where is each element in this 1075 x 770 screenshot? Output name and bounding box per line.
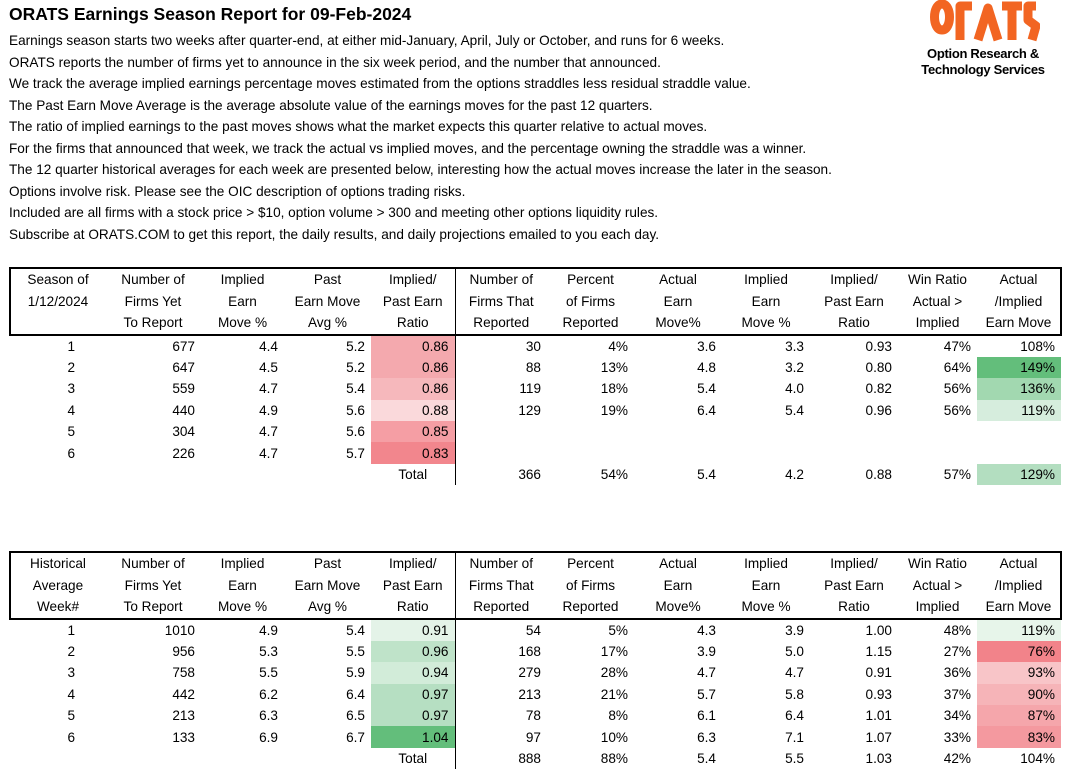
table-cell: 47% [943, 338, 971, 354]
column-header [547, 268, 634, 335]
table-cell: 56% [943, 381, 971, 397]
table-cell: 758 [172, 665, 195, 681]
column-header-line: Ratio [838, 315, 870, 330]
table-cell: 28% [600, 665, 628, 681]
report-notes [9, 30, 832, 245]
table-cell: 36% [943, 665, 971, 681]
table-cell: 4.7 [697, 665, 716, 681]
column-header [547, 552, 634, 619]
table-cell: 27% [943, 644, 971, 660]
table-row [10, 335, 1061, 357]
column-header-line: of Firms [565, 577, 616, 593]
table-cell: 647 [172, 360, 195, 376]
orats-logo-mark [928, 0, 1040, 44]
column-header-line: Move % [217, 599, 268, 614]
total-cell [201, 464, 284, 485]
table-cell: 0.85 [371, 421, 455, 442]
column-header-line: Past [313, 272, 342, 287]
table-cell: 149% [977, 357, 1061, 378]
table-cell: 5.6 [346, 424, 365, 440]
table-cell: 6.2 [259, 686, 278, 702]
table-cell: 4.9 [259, 402, 278, 418]
note-line: Options involve risk. Please see the OIC description of options trading risks. [9, 183, 466, 199]
column-header [634, 268, 722, 335]
column-header-line: Percent [567, 556, 614, 571]
column-header-line: Actual > [912, 577, 963, 593]
table-cell: 5.2 [346, 338, 365, 354]
table-row [10, 442, 1061, 463]
table-cell: 54 [455, 619, 547, 641]
table-cell: 1 [67, 338, 75, 354]
column-header-line: Implied/ [388, 272, 437, 287]
column-header-line: Earn [751, 293, 781, 309]
column-header-line: Avg % [307, 599, 348, 614]
total-cell: 5.4 [697, 467, 716, 483]
total-cell [10, 748, 105, 769]
table-cell: 304 [172, 424, 195, 440]
column-header-line: Firms Yet [124, 293, 182, 309]
table-cell [547, 421, 634, 442]
table-cell: 6.4 [785, 708, 804, 724]
column-header-line: Earn Move [294, 577, 361, 593]
table-cell: 34% [943, 708, 971, 724]
table-cell: 4.8 [697, 360, 716, 376]
table-cell: 6.9 [259, 729, 278, 745]
table-cell: 5.4 [346, 622, 365, 638]
table-cell: 0.86 [371, 378, 455, 399]
column-header-line: Implied/ [388, 556, 437, 571]
column-header-line: Implied [915, 315, 960, 330]
table-cell: 5 [67, 424, 75, 440]
table-cell: 442 [172, 686, 195, 702]
total-cell [201, 748, 284, 769]
table-cell: 213 [455, 684, 547, 705]
table-cell: 93% [977, 662, 1061, 683]
table-cell [634, 442, 722, 463]
table-cell: 5.5 [346, 644, 365, 660]
column-header-line: Earn [751, 577, 781, 593]
column-header-line: Actual [659, 272, 697, 287]
column-header-line: Win Ratio [908, 272, 967, 287]
column-header-line: Implied [915, 599, 960, 614]
table-cell [455, 442, 547, 463]
table-cell: 21% [600, 686, 628, 702]
table-cell: 129 [455, 400, 547, 421]
historical-table [9, 551, 1062, 769]
column-header [284, 268, 371, 335]
total-cell: 5.4 [697, 751, 716, 767]
table-cell: 6.1 [697, 708, 716, 724]
column-header [201, 268, 284, 335]
total-cell [105, 748, 201, 769]
table-cell: 4.0 [785, 381, 804, 397]
total-cell: 129% [977, 464, 1061, 485]
column-header [105, 268, 201, 335]
total-cell: 0.88 [865, 467, 892, 483]
column-header-line: Earn [228, 577, 257, 593]
header-row [10, 268, 1061, 335]
table-cell: 0.91 [371, 619, 455, 641]
table-cell: 10% [600, 729, 628, 745]
table-cell: 33% [943, 729, 971, 745]
table-row [10, 662, 1061, 683]
column-header [371, 268, 455, 335]
column-header-line: Number of [121, 272, 185, 287]
table-cell: 6 [67, 729, 75, 745]
column-header-line: Earn [663, 293, 693, 309]
table-cell: 0.94 [371, 662, 455, 683]
table-cell: 76% [977, 641, 1061, 662]
table-cell: 6.4 [346, 686, 365, 702]
table-cell: 4% [608, 338, 628, 354]
table-cell: 6.7 [346, 729, 365, 745]
table-cell: 168 [455, 641, 547, 662]
total-cell: 57% [943, 467, 971, 483]
season-table [9, 267, 1062, 485]
column-header-line: Number of [469, 272, 533, 287]
column-header-line: Move % [741, 315, 791, 330]
table-cell: 5.2 [346, 360, 365, 376]
column-header [105, 552, 201, 619]
note-line: ORATS reports the number of firms yet to announce in the six week period, and the number that announced. [9, 54, 661, 70]
column-header [10, 268, 105, 335]
table-cell: 5.4 [697, 381, 716, 397]
table-row [10, 400, 1061, 421]
total-cell: 88% [600, 751, 628, 767]
logo-caption-line: Option Research & [927, 46, 1039, 61]
column-header-line [13, 312, 103, 334]
column-header-line: Past Earn [382, 293, 443, 309]
note-line: We track the average implied earnings percentage moves estimated from the options straddles less residual straddle value. [9, 76, 751, 91]
table-cell: 0.86 [371, 357, 455, 378]
table-cell: 5.4 [346, 381, 365, 397]
column-header-line: Firms That [468, 293, 534, 309]
column-header [284, 552, 371, 619]
column-header-line: Earn [228, 293, 257, 309]
column-header-line: Reported [562, 599, 619, 614]
table-cell: 13% [600, 360, 628, 376]
note-line: The ratio of implied earnings to the past moves shows what the market expects this quarter relative to actual moves. [9, 119, 708, 134]
table-cell: 559 [172, 381, 195, 397]
column-header-line: Actual [999, 556, 1038, 571]
table-cell: 64% [943, 360, 971, 376]
table-cell: 5.7 [346, 445, 365, 461]
column-header-line: /Implied [994, 577, 1043, 593]
table-cell: 4.7 [259, 381, 278, 397]
table-cell: 5% [608, 622, 628, 638]
table-cell: 108% [1020, 338, 1055, 354]
column-header-line: Avg % [307, 315, 348, 330]
column-header [455, 552, 547, 619]
table-cell: 119 [455, 378, 547, 399]
table-cell: 0.83 [371, 442, 455, 463]
table-cell: 1.00 [865, 622, 892, 638]
table-row [10, 378, 1061, 399]
column-header-line: Ratio [396, 599, 429, 614]
column-header-line: Implied [220, 556, 265, 571]
table-cell: 0.93 [865, 338, 892, 354]
total-cell: 54% [600, 467, 628, 483]
column-header-line: Earn Move [294, 293, 361, 309]
table-cell: 133 [172, 729, 195, 745]
column-header [722, 268, 810, 335]
table-cell [898, 421, 977, 442]
table-row [10, 705, 1061, 726]
column-header [634, 552, 722, 619]
table-cell: 4.7 [259, 445, 278, 461]
column-header-line: Percent [567, 272, 614, 287]
total-cell [284, 464, 371, 485]
column-header-line: of Firms [565, 293, 616, 309]
column-header-line: Move % [741, 599, 791, 614]
table-cell: 0.86 [371, 335, 455, 357]
table-cell: 0.97 [371, 705, 455, 726]
table-row [10, 641, 1061, 662]
table-cell: 0.80 [865, 360, 892, 376]
logo-caption-line: Technology Services [921, 62, 1045, 77]
column-header-line: Implied/ [830, 556, 878, 571]
table-cell: 8% [608, 708, 628, 724]
table-cell: 4.4 [259, 338, 278, 354]
table-cell: 0.88 [371, 400, 455, 421]
table-cell: 6.4 [697, 402, 716, 418]
table-cell [810, 442, 898, 463]
column-header-line: /Implied [994, 293, 1043, 309]
column-header-line: Historical [30, 556, 86, 571]
column-header-line: Firms That [468, 577, 534, 593]
column-header-line: Actual [999, 272, 1038, 287]
column-header [371, 552, 455, 619]
table-cell: 4.9 [259, 622, 278, 638]
table-cell [722, 421, 810, 442]
table-cell: 213 [172, 708, 195, 724]
column-header-line: Past Earn [382, 577, 443, 593]
table-cell: 1.01 [865, 708, 892, 724]
table-cell: 7.1 [785, 729, 804, 745]
column-header-line: Earn Move [985, 315, 1052, 330]
table-cell: 226 [172, 445, 195, 461]
column-header [977, 552, 1061, 619]
column-header-line: Win Ratio [908, 556, 967, 571]
logo-caption [918, 46, 1048, 78]
column-header [898, 552, 977, 619]
table-cell [547, 442, 634, 463]
table-cell: 5 [67, 708, 75, 724]
table-row [10, 421, 1061, 442]
table-cell: 119% [977, 619, 1061, 641]
table-row [10, 357, 1061, 378]
orats-logo [918, 0, 1048, 80]
note-line: For the firms that announced that week, we track the actual vs implied moves, and the percentage owning the straddle was a winner. [9, 140, 807, 156]
column-header-line: Reported [562, 315, 619, 330]
table-cell: 956 [172, 644, 195, 660]
column-header [722, 552, 810, 619]
table-cell: 0.91 [865, 665, 892, 681]
note-line: The Past Earn Move Average is the average absolute value of the earnings moves for the past 12 quarters. [9, 97, 653, 113]
total-row [10, 464, 1061, 485]
header-row [10, 552, 1061, 619]
table-cell: 83% [977, 726, 1061, 747]
table-cell [634, 421, 722, 442]
table-cell: 5.4 [785, 402, 804, 418]
table-cell: 19% [600, 402, 628, 418]
total-row [10, 748, 1061, 769]
table-cell: 0.96 [371, 641, 455, 662]
total-cell: 1.03 [865, 751, 892, 767]
column-header-line: Ratio [838, 599, 870, 614]
table-cell: 440 [172, 402, 195, 418]
column-header-line: 1/12/2024 [27, 293, 89, 309]
table-row [10, 684, 1061, 705]
column-header [201, 552, 284, 619]
column-header-line: Average [32, 577, 84, 593]
column-header-line: To Report [123, 315, 183, 330]
table-cell: 17% [600, 644, 628, 660]
table-cell [810, 421, 898, 442]
column-header-line: Firms Yet [124, 577, 182, 593]
table-cell: 0.97 [371, 684, 455, 705]
report-title: ORATS Earnings Season Report for 09-Feb-2024 [9, 4, 412, 24]
table-cell: 97 [455, 726, 547, 747]
note-line: Earnings season starts two weeks after quarter-end, at either mid-January, April, July or October, and runs for 6 weeks. [9, 33, 725, 48]
table-cell: 3.2 [785, 360, 804, 376]
column-header-line: Implied [744, 556, 788, 571]
table-cell: 3.3 [785, 338, 804, 354]
table-cell: 5.5 [259, 665, 278, 681]
column-header-line: Actual [659, 556, 697, 571]
table-cell: 18% [600, 381, 628, 397]
table-cell: 5.0 [785, 644, 804, 660]
table-cell: 677 [172, 338, 195, 354]
table-cell: 0.96 [865, 402, 892, 418]
total-cell: 4.2 [785, 467, 804, 483]
table-row [10, 726, 1061, 747]
total-cell: 888 [455, 748, 547, 769]
table-cell [977, 421, 1061, 442]
column-header-line: Number of [121, 556, 185, 571]
table-cell: 1 [67, 622, 75, 638]
column-header-line: Implied [744, 272, 788, 287]
note-line: Subscribe at ORATS.COM to get this report, the daily results, and daily projections emailed to you each day. [9, 226, 660, 242]
column-header [810, 552, 898, 619]
table-cell: 1010 [164, 622, 195, 638]
table-cell: 279 [455, 662, 547, 683]
table-cell: 90% [977, 684, 1061, 705]
total-cell: Total [398, 751, 428, 767]
table-cell: 4.7 [785, 665, 804, 681]
table-cell: 136% [977, 378, 1061, 399]
table-cell: 4 [67, 686, 75, 702]
table-cell: 6.3 [259, 708, 278, 724]
total-cell [105, 464, 201, 485]
column-header [810, 268, 898, 335]
table-cell: 48% [943, 622, 971, 638]
column-header-line: Reported [473, 599, 530, 614]
table-cell: 88 [455, 357, 547, 378]
table-cell: 3.6 [697, 338, 716, 354]
column-header-line: Earn Move [985, 599, 1052, 614]
table-cell: 4.3 [697, 622, 716, 638]
column-header-line: Past Earn [824, 577, 884, 593]
column-header-line: Past Earn [824, 293, 884, 309]
column-header [455, 268, 547, 335]
table-cell: 4.7 [259, 424, 278, 440]
table-cell: 78 [455, 705, 547, 726]
table-cell: 2 [67, 644, 75, 660]
table-cell: 0.82 [865, 381, 892, 397]
table-cell: 6 [67, 445, 75, 461]
column-header-line: Ratio [396, 315, 429, 330]
table-cell: 2 [67, 360, 75, 376]
table-cell: 87% [977, 705, 1061, 726]
total-cell: 42% [943, 751, 971, 767]
column-header-line: Past [313, 556, 342, 571]
column-header-line: Move% [655, 599, 701, 614]
table-cell [455, 421, 547, 442]
total-cell: 366 [455, 464, 547, 485]
note-line: The 12 quarter historical averages for each week are presented below, interesting how the actual moves increase the later in the season. [9, 162, 832, 177]
column-header-line: Reported [473, 315, 530, 330]
total-cell [10, 464, 105, 485]
column-header-line: To Report [123, 599, 183, 614]
table-cell: 5.3 [259, 644, 278, 660]
table-cell: 5.9 [346, 665, 365, 681]
table-cell [977, 442, 1061, 463]
table-cell: 1.15 [865, 644, 892, 660]
note-line: Included are all firms with a stock price > $10, option volume > 300 and meeting other options liquidity rules. [9, 205, 659, 220]
table-cell: 119% [977, 400, 1061, 421]
column-header-line: Move% [655, 315, 701, 330]
column-header-line: Actual > [912, 293, 963, 309]
column-header-line: Season of [27, 272, 89, 287]
table-cell: 3.9 [785, 622, 804, 638]
table-cell: 3 [67, 381, 75, 397]
table-cell: 56% [943, 402, 971, 418]
table-cell: 4.5 [259, 360, 278, 376]
table-row [10, 619, 1061, 641]
column-header [898, 268, 977, 335]
table-cell: 6.5 [346, 708, 365, 724]
table-cell [722, 442, 810, 463]
total-cell: Total [398, 467, 428, 483]
table-cell: 3.9 [697, 644, 716, 660]
column-header [10, 552, 105, 619]
column-header-line: Earn [663, 577, 693, 593]
table-cell: 5.6 [346, 402, 365, 418]
total-cell: 5.5 [785, 751, 804, 767]
column-header-line: Implied [220, 272, 265, 287]
table-cell: 1.07 [865, 729, 892, 745]
table-cell: 30 [455, 335, 547, 357]
table-cell [898, 442, 977, 463]
table-cell: 6.3 [697, 729, 716, 745]
column-header-line: Number of [469, 556, 533, 571]
table-cell: 3 [67, 665, 75, 681]
column-header-line: Move % [217, 315, 268, 330]
table-cell: 1.04 [371, 726, 455, 747]
table-cell: 5.8 [785, 686, 804, 702]
total-cell [284, 748, 371, 769]
column-header-line: Week# [36, 599, 80, 614]
table-cell: 4 [67, 402, 75, 418]
table-cell: 37% [943, 686, 971, 702]
column-header-line: Implied/ [830, 272, 878, 287]
table-cell: 0.93 [865, 686, 892, 702]
total-cell: 104% [1020, 751, 1055, 767]
table-cell: 5.7 [697, 686, 716, 702]
column-header [977, 268, 1061, 335]
